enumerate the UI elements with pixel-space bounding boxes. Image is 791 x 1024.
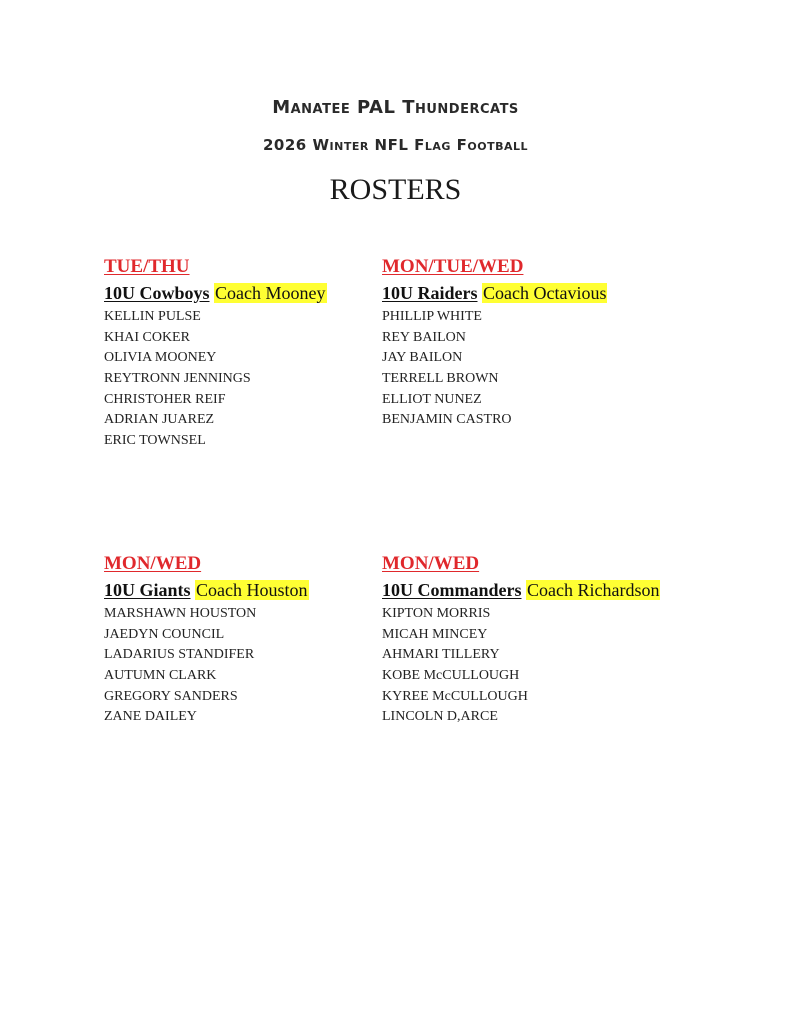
player-name: ZANE DAILEY xyxy=(104,709,197,725)
player-name: JAY BAILON xyxy=(382,350,463,366)
player-name: KIPTON MORRIS xyxy=(382,606,491,621)
player-name: ELLIOT NUNEZ xyxy=(382,391,482,407)
player-name: KELLIN PULSE xyxy=(104,309,201,324)
player-name: AUTUMN CLARK xyxy=(104,668,217,684)
player-name: GREGORY SANDERS xyxy=(104,688,238,704)
team-name: 10U Commanders xyxy=(382,580,522,600)
player-name: CHRISTOHER REIF xyxy=(104,391,226,407)
player-name: KHAI COKER xyxy=(104,329,190,345)
player-name: ADRIAN JUAREZ xyxy=(104,412,215,428)
player-list xyxy=(382,307,712,431)
player-name: REYTRONN JENNINGS xyxy=(104,371,251,387)
coach-name: Coach Richardson xyxy=(527,580,660,600)
team-block-commanders xyxy=(382,552,742,728)
player-name: LINCOLN D,ARCE xyxy=(382,709,498,725)
player-name: BENJAMIN CASTRO xyxy=(382,412,512,428)
player-name: MARSHAWN HOUSTON xyxy=(104,606,257,621)
player-name: OLIVIA MOONEY xyxy=(104,350,217,366)
practice-days: TUE/THU xyxy=(104,256,190,277)
team-name: 10U Cowboys xyxy=(104,283,210,303)
practice-days: MON/WED xyxy=(382,553,480,574)
practice-days: MON/WED xyxy=(104,553,202,574)
player-name: JAEDYN COUNCIL xyxy=(104,626,225,642)
player-name: PHILLIP WHITE xyxy=(382,309,482,324)
team-name: 10U Giants xyxy=(104,580,191,600)
page-title: ROSTERS xyxy=(329,173,462,206)
coach-name: Coach Mooney xyxy=(215,283,326,303)
team-name: 10U Raiders xyxy=(382,283,478,303)
team-block-raiders xyxy=(382,255,712,431)
player-name: AHMARI TILLERY xyxy=(382,647,500,663)
season-name: 2026 Winter NFL Flag Football xyxy=(263,136,528,154)
org-name: Manatee PAL Thundercats xyxy=(272,97,519,118)
player-name: ERIC TOWNSEL xyxy=(104,433,206,449)
coach-name: Coach Houston xyxy=(196,580,308,600)
player-name: KYREE McCULLOUGH xyxy=(382,688,528,704)
practice-days: MON/TUE/WED xyxy=(382,256,524,277)
player-name: REY BAILON xyxy=(382,329,466,345)
player-name: TERRELL BROWN xyxy=(382,371,499,387)
coach-name: Coach Octavious xyxy=(483,283,607,303)
player-name: MICAH MINCEY xyxy=(382,626,488,642)
team-header xyxy=(382,579,742,601)
player-name: KOBE McCULLOUGH xyxy=(382,668,520,684)
team-header xyxy=(382,282,712,304)
player-list xyxy=(382,604,742,728)
player-name: LADARIUS STANDIFER xyxy=(104,647,255,663)
